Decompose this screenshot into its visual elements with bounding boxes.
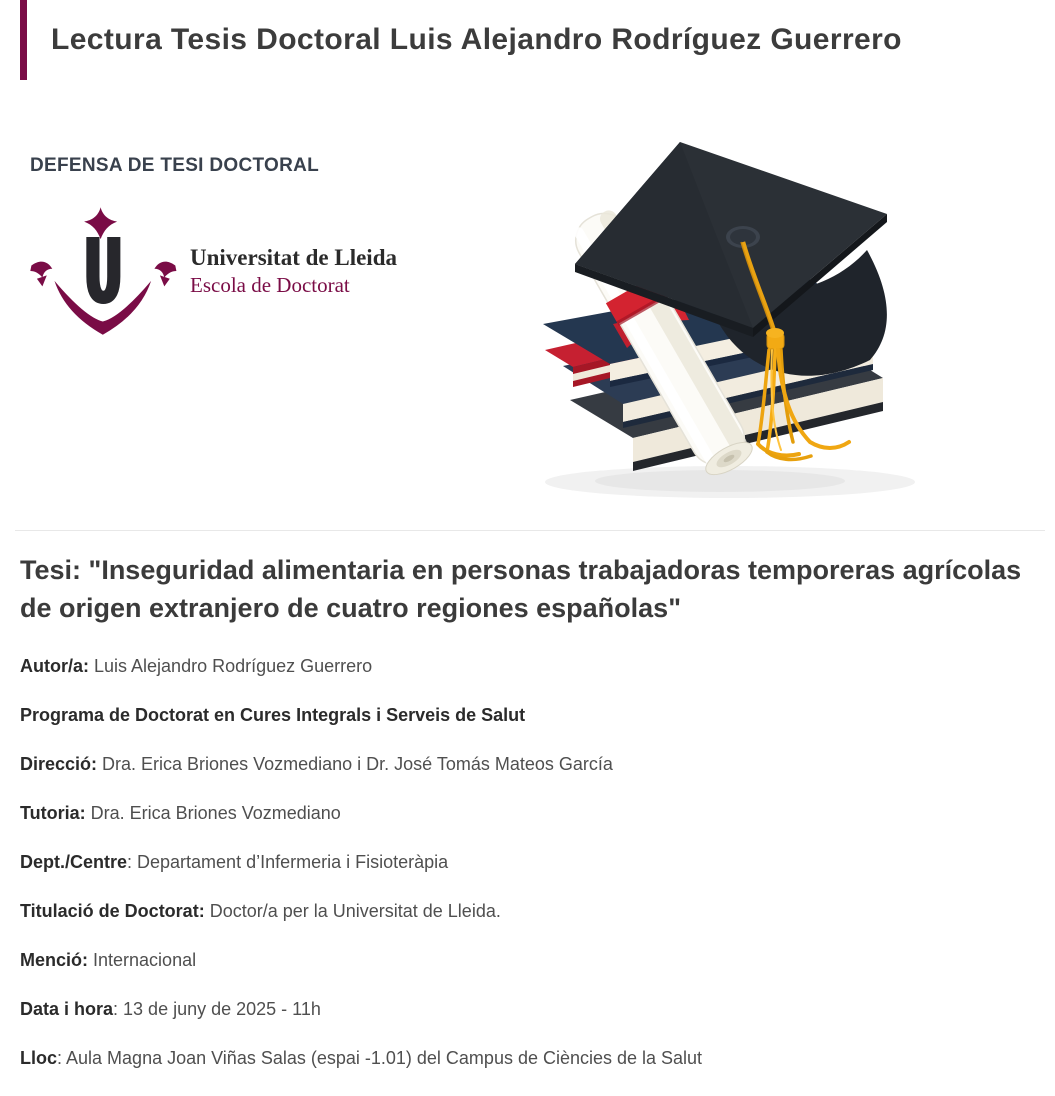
field-autor (20, 655, 1038, 677)
field-lloc-value: : Aula Magna Joan Viñas Salas (espai -1.01) del Campus de Ciències de la Salut (57, 1048, 703, 1068)
udl-logo (30, 204, 397, 338)
school-name: Escola de Doctorat (190, 272, 350, 297)
field-programa-label: Programa de Doctorat en Cures Integrals i Serveis de Salut (20, 705, 526, 725)
field-data-hora-label: Data i hora (20, 999, 114, 1019)
field-mencio (20, 949, 1038, 971)
field-dept-centre (20, 851, 1038, 873)
field-mencio-value: Internacional (88, 950, 197, 970)
field-direccio-value: Dra. Erica Briones Vozmediano i Dr. José Tomás Mateos García (97, 754, 613, 774)
field-tutoria (20, 802, 1038, 824)
page-title: Lectura Tesis Doctoral Luis Alejandro Rodríguez Guerrero (51, 23, 902, 56)
field-titulacio (20, 900, 1038, 922)
thesis-details (20, 655, 1038, 1096)
udl-logo-text (190, 245, 397, 296)
field-titulacio-value: Doctor/a per la Universitat de Lleida. (204, 901, 501, 921)
defensa-heading: DEFENSA DE TESI DOCTORAL (30, 155, 320, 176)
field-direccio (20, 753, 1038, 775)
field-mencio-label: Menció: (20, 950, 89, 970)
thesis-title: Tesi: "Inseguridad alimentaria en personas trabajadoras temporeras agrícolas de origen extranjero de cuatro regiones españolas" (20, 555, 1022, 623)
graduation-photo-illustration (515, 112, 950, 512)
page-header (20, 0, 902, 80)
graduation-cap-books-image (515, 112, 950, 512)
field-tutoria-value: Dra. Erica Briones Vozmediano (85, 803, 341, 823)
field-lloc-label: Lloc (20, 1048, 58, 1068)
field-data-hora (20, 998, 1038, 1020)
field-autor-label: Autor/a: (20, 656, 89, 676)
field-titulacio-label: Titulació de Doctorat: (20, 901, 205, 921)
field-dept-centre-label: Dept./Centre (20, 852, 128, 872)
field-dept-centre-value: : Departament d’Infermeria i Fisioteràpia (127, 852, 449, 872)
field-tutoria-label: Tutoria: (20, 803, 86, 823)
field-programa (20, 704, 1038, 726)
field-lloc (20, 1047, 1038, 1069)
field-direccio-label: Direcció: (20, 754, 98, 774)
udl-emblem-icon (30, 204, 180, 338)
field-data-hora-value: : 13 de juny de 2025 - 11h (113, 999, 321, 1019)
field-autor-value: Luis Alejandro Rodríguez Guerrero (89, 656, 373, 676)
university-name: Universitat de Lleida (190, 245, 397, 271)
section-divider (15, 530, 1045, 531)
